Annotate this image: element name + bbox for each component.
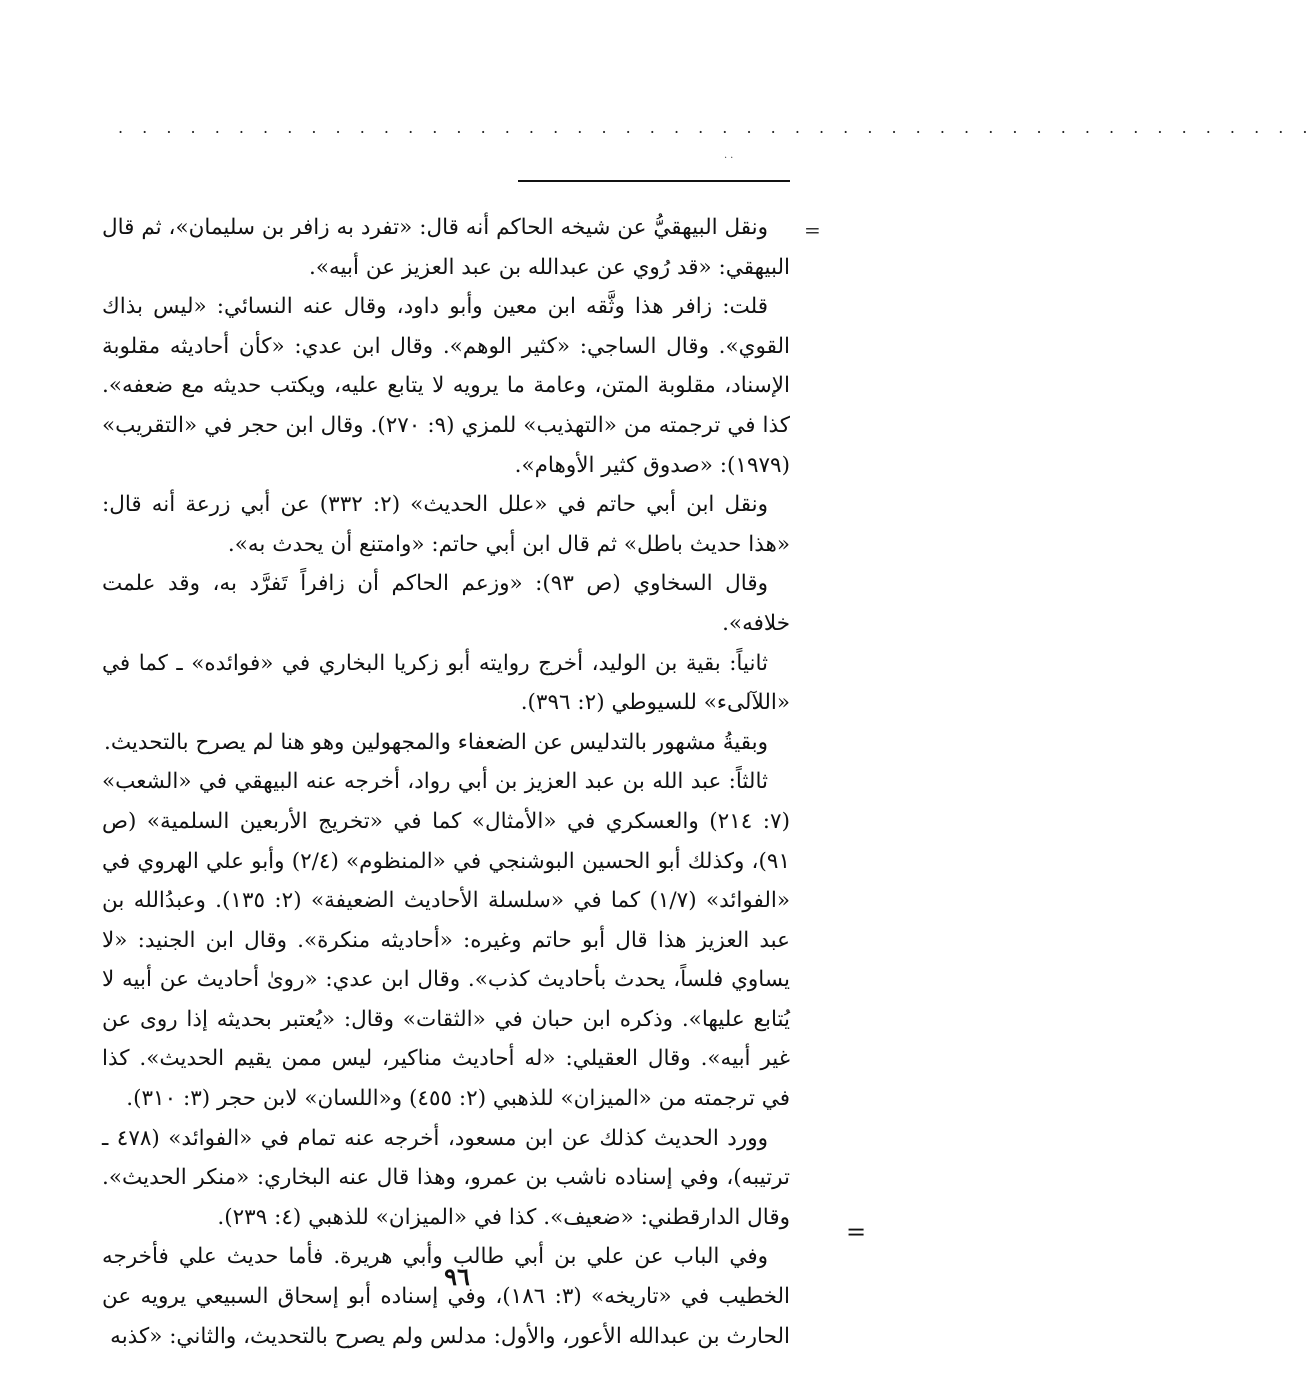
- small-dots: ..: [724, 150, 737, 161]
- paragraph: قلت: زافر هذا وثَّقه ابن معين وأبو داود، وقال عنه النسائي: «ليس بذاك القوي». وقال الساجي: «كثير الوهم». وقال ابن عدي: «كأن أحاديثه مقلوبة الإسناد، مقلوبة المتن، وعامة ما يرويه لا يتابع عليه، ويكتب حديثه مع ضعفه». كذا في ترجمته من «التهذيب» للمزي (٩: ٢٧٠). وقال ابن حجر في «التقريب» (١٩٧٩): «صدوق كثير الأوهام».: [102, 294, 791, 478]
- paragraph: وقال السخاوي (ص ٩٣): «وزعم الحاكم أن زافراً تَفرَّد به، وقد علمت خلافه».: [102, 571, 790, 636]
- footnote-text: [102, 208, 790, 1356]
- paragraph: وورد الحديث كذلك عن ابن مسعود، أخرجه عنه تمام في «الفوائد» (٤٧٨ ـ ترتيبه)، وفي إسناده ناشب بن عمرو، وهذا قال عنه البخاري: «منكر الحديث». وقال الدارقطني: «ضعيف». كذا في «الميزان» للذهبي (٤: ٢٣٩).: [102, 1125, 790, 1230]
- paragraph: ونقل البيهقيُّ عن شيخه الحاكم أنه قال: «تفرد به زافر بن سليمان»، ثم قال البيهقي: «قد رُوي عن عبدالله بن عبد العزيز عن أبيه».: [102, 215, 790, 280]
- page-number: ٩٦: [444, 1262, 470, 1291]
- dotted-separator: . . . . . . . . . . . . . . . . . . . . . . . . . . . . . . . . . . . . . . . . . . . . . . . . . .: [118, 118, 1315, 137]
- paragraph: وبقيةُ مشهور بالتدليس عن الضعفاء والمجهولين وهو هنا لم يصرح بالتحديث.: [103, 729, 768, 755]
- paragraph: ثالثاً: عبد الله بن عبد العزيز بن أبي رواد، أخرجه عنه البيهقي في «الشعب» (٧: ٢١٤) والعسكري في «الأمثال» كما في «تخريج الأربعين السلمية» (ص ٩١)، وكذلك أبو الحسين البوشنجي في «المنظوم» (٢/٤) وأبو علي الهروي في «الفوائد» (١/٧) كما في «سلسلة الأحاديث الضعيفة» (٢: ١٣٥). وعبدُالله بن عبد العزيز هذا قال أبو حاتم وغيره: «أحاديثه منكرة». وقال ابن الجنيد: «لا يساوي فلساً، يحدث بأحاديث كذب». وقال ابن عدي: «روىٰ أحاديث عن أبيه لا يُتابع عليها». وذكره ابن حبان في «الثقات» وقال: «يُعتبر بحديثه إذا روى عن غير أبيه». وقال العقيلي: «له أحاديث مناكير، ليس ممن يقيم الحديث». كذا في ترجمته من «الميزان» للذهبي (٢: ٤٥٥) و«اللسان» لابن حجر (٣: ٣١٠).: [102, 769, 791, 1112]
- paragraph: ونقل ابن أبي حاتم في «علل الحديث» (٢: ٣٣٢) عن أبي زرعة أنه قال: «هذا حديث باطل» ثم قال ابن أبي حاتم: «وامتنع أن يحدث به».: [102, 492, 790, 557]
- footnote-rule: [518, 180, 790, 182]
- paragraph: وفي الباب عن علي بن أبي طالب وأبي هريرة. فأما حديث علي فأخرجه الخطيب في «تاريخه» (٣: ١٨٦)، وفي إسناده أبو إسحاق السبيعي يرويه عن الحارث بن عبدالله الأعور، والأول: مدلس ولم يصرح بالتحديث، والثاني: «كذبه: [102, 1244, 791, 1349]
- paragraph: ثانياً: بقية بن الوليد، أخرج روايته أبو زكريا البخاري في «فوائده» ـ كما في «اللآلىء» للسيوطي (٢: ٣٩٦).: [102, 650, 790, 716]
- continuation-mark-top: =: [804, 218, 821, 242]
- continuation-mark-bottom: =: [846, 1218, 867, 1246]
